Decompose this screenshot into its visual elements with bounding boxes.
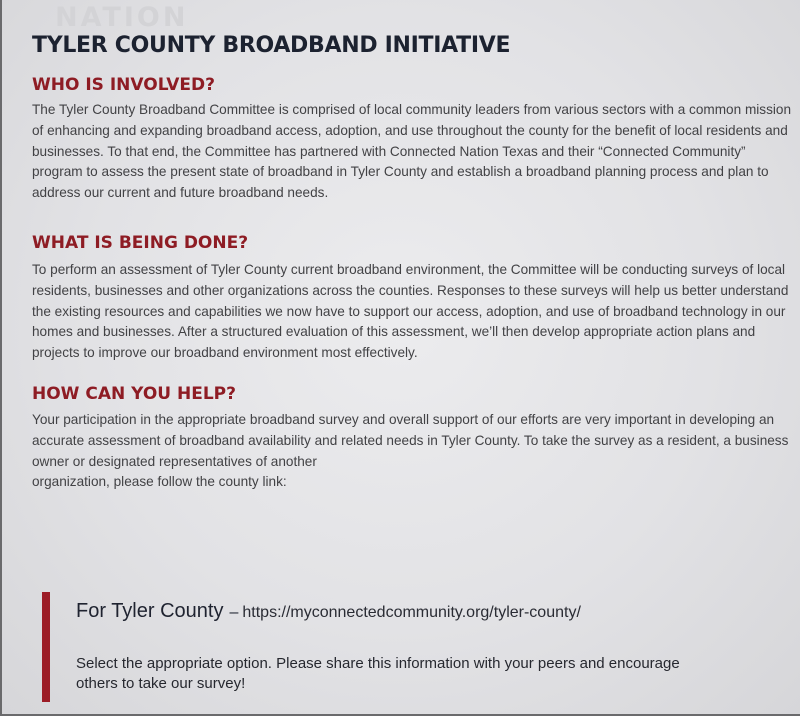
callout-note: Select the appropriate option. Please share this information with your peers and encourage others to take our survey! xyxy=(76,655,680,692)
callout-accent-bar xyxy=(42,592,50,702)
who-is-involved-body: The Tyler County Broadband Committee is comprised of local community leaders from various sectors with a common mission of enhancing and expanding broadband access, adoption, and use throughout the county for the benefit of local residents and businesses. To that end, the Committee has partnered with Connected Nation Texas and their “Connected Community” program to assess the present state of broadband in Tyler County and establish a broadband planning process and plan to address our current and future broadband needs. xyxy=(32,102,792,201)
callout-dash: – xyxy=(229,604,239,621)
how-can-you-help-body-part1: Your participation in the appropriate broadband survey and overall support of our efforts are very important in developing an accurate assessment of broadband availability and related needs in Tyler County. To take the survey as a resident, a business owner or designated representatives of another xyxy=(32,412,789,469)
how-can-you-help-body xyxy=(32,410,792,493)
who-is-involved-heading: WHO IS INVOLVED? xyxy=(32,75,215,95)
how-can-you-help-heading: HOW CAN YOU HELP? xyxy=(32,384,236,404)
survey-link[interactable]: https://myconnectedcommunity.org/tyler-county/ xyxy=(242,604,581,621)
watermark-logo-text: NATION xyxy=(55,2,189,33)
callout-title xyxy=(76,600,581,623)
callout-county-label: For Tyler County xyxy=(76,600,224,622)
what-is-being-done-body: To perform an assessment of Tyler County current broadband environment, the Committee will be conducting surveys of local residents, businesses and other organizations across the counties. Responses to these surveys will help us better understand the existing resources and capabilities we now have to support our access, adoption, and use of broadband technology in our homes and businesses. After a structured evaluation of this assessment, we’ll then develop appropriate action plans and projects to improve our broadband environment most effectively. xyxy=(32,262,789,361)
how-can-you-help-body-part2: organization, please follow the county link: xyxy=(32,474,287,490)
page-title: TYLER COUNTY BROADBAND INITIATIVE xyxy=(32,33,511,58)
what-is-being-done-heading: WHAT IS BEING DONE? xyxy=(32,233,249,253)
